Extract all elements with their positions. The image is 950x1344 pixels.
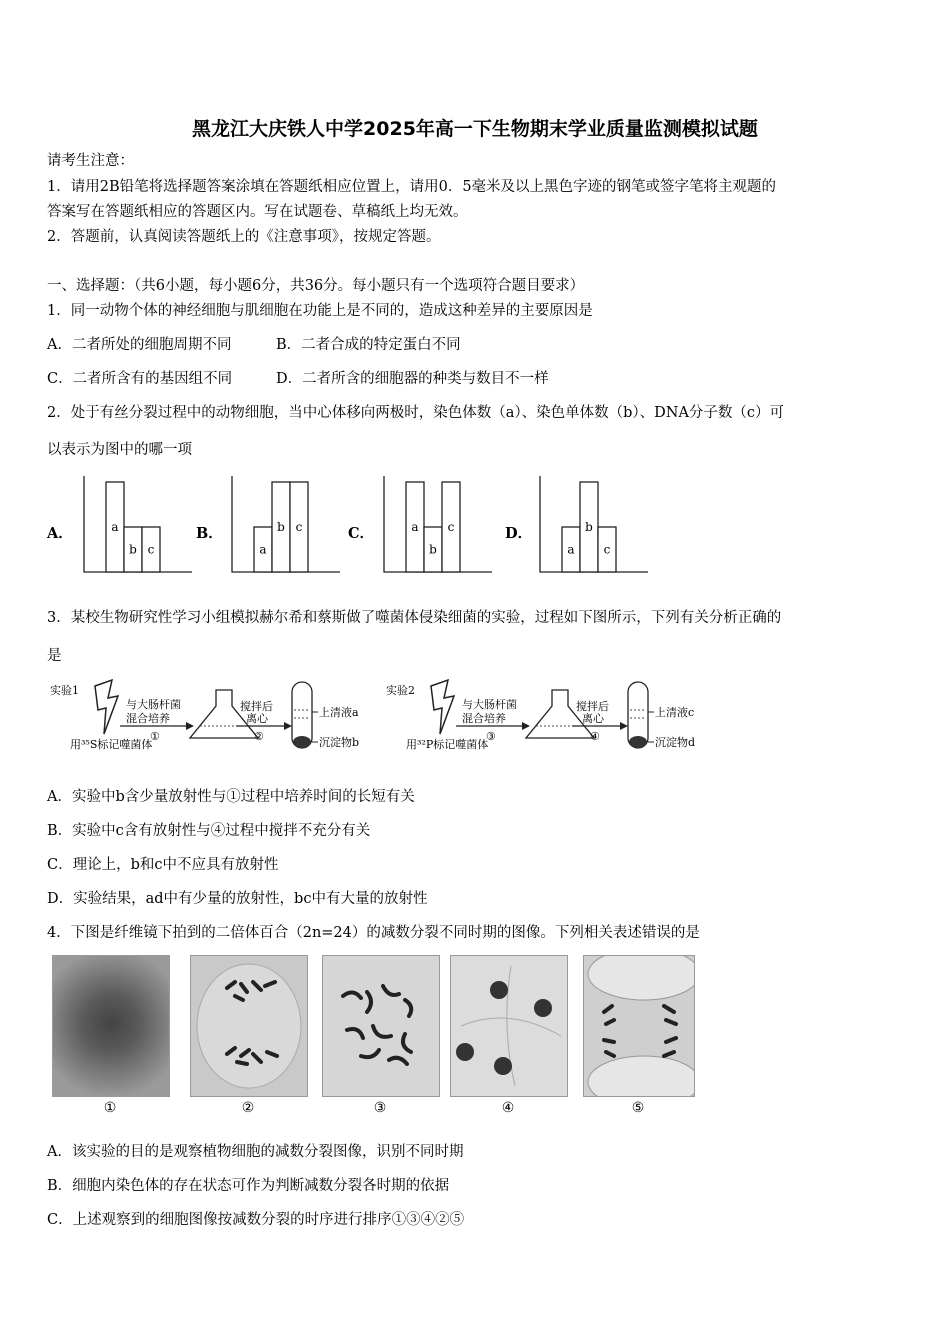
exp1-step-1: ① xyxy=(150,730,160,743)
micrograph-4 xyxy=(450,955,568,1097)
experiment-2 xyxy=(386,680,695,751)
q1-option-b: B．二者合成的特定蛋白不同 xyxy=(276,337,461,353)
arrow-head xyxy=(284,722,292,730)
exp1-mix-2: 混合培养 xyxy=(126,712,170,725)
q2-option-a-label: A． xyxy=(47,525,73,542)
q2-stem-line-1: 2．处于有丝分裂过程中的动物细胞，当中心体移向两极时，染色体数（a）、染色单体数（b）、DNA分子数（c）可 xyxy=(47,405,785,421)
q2-chart-a xyxy=(84,476,192,572)
section-heading: 一、选择题：（共6小题，每小题6分，共36分。每小题只有一个选项符合题目要求） xyxy=(47,278,585,294)
micrograph-4-label: ④ xyxy=(501,1100,515,1116)
micrograph-1 xyxy=(52,955,170,1097)
bar-label-c: c xyxy=(147,542,155,557)
micrograph-5-label: ⑤ xyxy=(631,1100,645,1116)
q4-stem: 4．下图是纤维镜下拍到的二倍体百合（2n=24）的减数分裂不同时期的图像。下列相关表述错误的是 xyxy=(47,925,700,941)
exp2-step-2: ④ xyxy=(590,730,600,743)
micrograph-3 xyxy=(322,955,440,1097)
exp1-mix-1: 与大肠杆菌 xyxy=(126,698,181,711)
q4-option-b: B．细胞内染色体的存在状态可作为判断减数分裂各时期的依据 xyxy=(47,1178,450,1194)
exp1-stir-1: 搅拌后 xyxy=(240,700,273,713)
bar-label-b: b xyxy=(277,520,285,534)
bar-label-c: c xyxy=(603,542,611,557)
bar-label-b: b xyxy=(429,542,437,557)
bar-label-a: a xyxy=(259,542,267,557)
q2-option-c-label: C． xyxy=(348,525,375,542)
bar-label-a: a xyxy=(111,520,119,534)
q3-option-c: C．理论上，b和c中不应具有放射性 xyxy=(47,857,279,873)
arrow-head xyxy=(522,722,530,730)
q2-chart-b xyxy=(232,476,340,572)
exp2-step-1: ③ xyxy=(486,730,496,743)
q2-option-d-label: D． xyxy=(505,525,533,542)
exp2-mix-2: 混合培养 xyxy=(462,712,506,725)
exp1-step-2: ② xyxy=(254,730,264,743)
exp1-stir-2: 离心 xyxy=(246,712,268,725)
page-title: 黑龙江大庆铁人中学2025年高一下生物期末学业质量监测模拟试题 xyxy=(192,118,758,140)
micrograph-5 xyxy=(583,955,695,1097)
notice-item-2: 2．答题前，认真阅读答题纸上的《注意事项》，按规定答题。 xyxy=(47,229,441,245)
exp2-label: 实验2 xyxy=(386,684,415,697)
q2-stem-line-2: 以表示为图中的哪一项 xyxy=(47,442,192,458)
bar-label-c: c xyxy=(295,520,303,534)
q3-stem-line-2: 是 xyxy=(47,648,62,664)
exp2-supernatant: 上清液c xyxy=(655,706,695,719)
q3-option-a: A．实验中b含少量放射性与①过程中培养时间的长短有关 xyxy=(47,789,415,805)
exp2-mix-1: 与大肠杆菌 xyxy=(462,698,517,711)
q2-chart-c xyxy=(384,476,492,572)
q3-experiment-diagram xyxy=(40,676,720,758)
bar-label-a: a xyxy=(411,520,419,534)
q3-stem-line-1: 3．某校生物研究性学习小组模拟赫尔希和蔡斯做了噬菌体侵染细菌的实验，过程如下图所示，下列有关分析正确的 xyxy=(47,610,782,626)
q3-option-b: B．实验中c含有放射性与④过程中搅拌不充分有关 xyxy=(47,823,371,839)
notice-item-1-line-1: 1．请用2B铅笔将选择题答案涂填在答题纸相应位置上，请用0．5毫米及以上黑色字迹的钢笔或签字笔将主观题的 xyxy=(47,179,777,195)
exp2-phage-label: 用³²P标记噬菌体 xyxy=(406,738,489,751)
phage-icon xyxy=(431,680,454,734)
micrograph-2 xyxy=(190,955,308,1097)
q1-option-a: A．二者所处的细胞周期不同 xyxy=(47,337,232,353)
phage-icon xyxy=(95,680,118,734)
exp1-label: 实验1 xyxy=(50,684,79,697)
q4-option-c: C．上述观察到的细胞图像按减数分裂的时序进行排序①③④②⑤ xyxy=(47,1212,465,1228)
q1-stem: 1．同一动物个体的神经细胞与肌细胞在功能上是不同的，造成这种差异的主要原因是 xyxy=(47,303,593,319)
sediment xyxy=(629,736,647,748)
bar-label-b: b xyxy=(129,542,137,557)
notice-heading: 请考生注意： xyxy=(47,153,134,169)
micrograph-3-label: ③ xyxy=(373,1100,387,1116)
arrow-head xyxy=(186,722,194,730)
exp1-sediment: 沉淀物b xyxy=(319,736,360,749)
micrograph-1-label: ① xyxy=(103,1100,117,1116)
q2-option-b-label: B． xyxy=(196,525,223,542)
arrow-head xyxy=(620,722,628,730)
exp1-supernatant: 上清液a xyxy=(319,706,359,719)
q2-chart-d xyxy=(540,476,648,572)
bar-label-b: b xyxy=(585,520,593,534)
exp2-stir-1: 搅拌后 xyxy=(576,700,609,713)
notice-item-1-line-2: 答案写在答题纸相应的答题区内。写在试题卷、草稿纸上均无效。 xyxy=(47,204,468,220)
exp1-phage-label: 用³⁵S标记噬菌体 xyxy=(70,738,153,751)
q1-option-c: C．二者所含有的基因组不同 xyxy=(47,371,233,387)
bar-label-c: c xyxy=(447,520,455,534)
q1-option-d: D．二者所含的细胞器的种类与数目不一样 xyxy=(276,371,549,387)
q2-bar-charts xyxy=(0,470,950,580)
exp2-stir-2: 离心 xyxy=(582,712,604,725)
q3-option-d: D．实验结果，ad中有少量的放射性，bc中有大量的放射性 xyxy=(47,891,428,907)
experiment-1 xyxy=(50,680,359,751)
bar-label-a: a xyxy=(567,542,575,557)
exp2-sediment: 沉淀物d xyxy=(655,736,696,749)
sediment xyxy=(293,736,311,748)
micrograph-2-label: ② xyxy=(241,1100,255,1116)
q4-option-a: A．该实验的目的是观察植物细胞的减数分裂图像，识别不同时期 xyxy=(47,1144,464,1160)
